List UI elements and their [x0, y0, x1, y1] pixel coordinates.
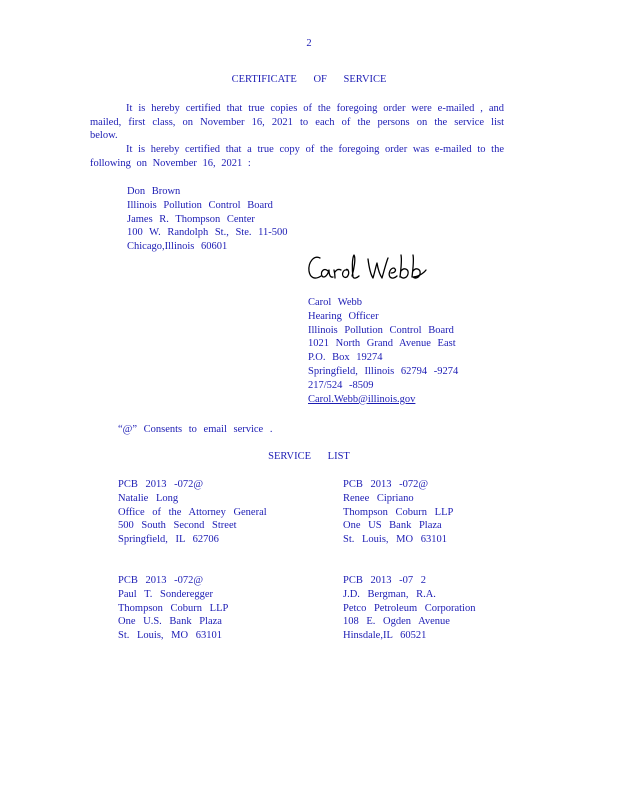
entry-line: One U.S. Bank Plaza: [118, 616, 222, 628]
service-list-entry: [343, 574, 475, 643]
entry-line: Office of the Attorney General: [118, 506, 267, 518]
entry-line: J.D. Bergman, R.A.: [343, 588, 436, 600]
hearing-officer-block: [308, 296, 458, 406]
officer-line: P.O. Box 19274: [308, 352, 383, 364]
service-list-entry: [118, 574, 228, 643]
recipient-line: Don Brown: [127, 186, 181, 197]
officer-line: 1021 North Grand Avenue East: [308, 338, 456, 350]
page-number: 2: [306, 38, 312, 49]
entry-line: 500 South Second Street: [118, 520, 237, 532]
officer-email-link[interactable]: Carol.Webb@illinois.gov: [308, 393, 416, 405]
consent-note: “@” Consents to email service .: [118, 424, 273, 435]
entry-line: PCB 2013 -07 2: [343, 575, 426, 586]
entry-line: Petco Petroleum Corporation: [343, 602, 476, 614]
officer-line: 217/524 -8509: [308, 379, 374, 391]
entry-line: PCB 2013 -072@: [118, 575, 204, 586]
recipient-line: Chicago,Illinois 60601: [127, 241, 228, 253]
entry-line: One US Bank Plaza: [343, 520, 442, 532]
entry-line: Thompson Coburn LLP: [118, 602, 229, 614]
service-list-entry: [343, 478, 453, 547]
recipient-address: [127, 185, 288, 254]
certification-paragraph-mailed: It is hereby certified that true copies of the foregoing order were e-mailed , and mailed, first class, on November 16, 2021 to each of the persons on the service list below.: [90, 103, 504, 141]
service-list-title: SERVICE LIST: [268, 451, 350, 462]
entry-line: Springfield, IL 62706: [118, 534, 219, 546]
entry-line: PCB 2013 -072@: [343, 479, 429, 490]
recipient-line: James R. Thompson Center: [127, 213, 255, 225]
recipient-line: 100 W. Randolph St., Ste. 11-500: [127, 227, 288, 239]
entry-line: PCB 2013 -072@: [118, 479, 204, 490]
certificate-title: CERTIFICATE OF SERVICE: [231, 74, 387, 85]
entry-line: Hinsdale,IL 60521: [343, 630, 427, 642]
officer-line: Springfield, Illinois 62794 -9274: [308, 365, 459, 377]
entry-line: St. Louis, MO 63101: [118, 630, 222, 642]
entry-line: Renee Cipriano: [343, 492, 414, 504]
entry-line: Paul T. Sonderegger: [118, 588, 214, 600]
handwritten-signature: [306, 252, 436, 286]
certification-paragraph-emailed: It is hereby certified that a true copy of the foregoing order was e-mailed to the following on November 16, 2021 :: [90, 144, 504, 169]
entry-line: 108 E. Ogden Avenue: [343, 616, 450, 628]
officer-line: Hearing Officer: [308, 310, 379, 322]
service-list-entry: [118, 478, 267, 547]
entry-line: Thompson Coburn LLP: [343, 506, 454, 518]
officer-line: Carol Webb: [308, 297, 362, 308]
entry-line: St. Louis, MO 63101: [343, 534, 447, 546]
officer-line: Illinois Pollution Control Board: [308, 324, 454, 336]
recipient-line: Illinois Pollution Control Board: [127, 199, 273, 211]
entry-line: Natalie Long: [118, 492, 179, 504]
